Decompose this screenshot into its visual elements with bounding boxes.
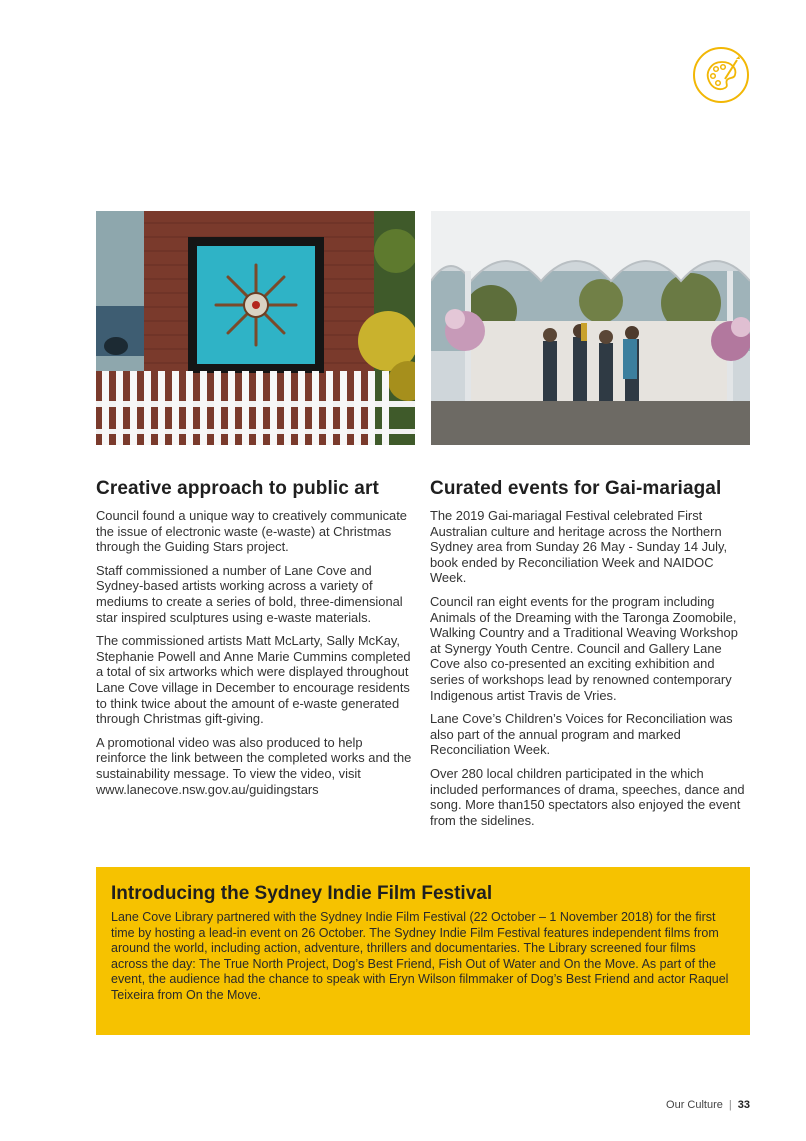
gai-mariagal-heading: Curated events for Gai-mariagal (430, 478, 722, 499)
public-art-paragraph: Council found a unique way to creatively communicate the issue of electronic waste (e-waste) at Christmas through the Guiding Stars project. (96, 508, 407, 555)
gai-mariagal-paragraph: The 2019 Gai-mariagal Festival celebrated First Australian culture and heritage across the Northern Sydney area from Sunday 26 May - Sunday 14 July, book ended by Reconciliation Week and NAIDOC Week. (430, 508, 728, 586)
page-footer (666, 1099, 750, 1111)
page-number: 33 (737, 1099, 750, 1111)
film-festival-callout (96, 867, 750, 1035)
footer-separator: | (728, 1099, 732, 1111)
guiding-stars-artwork-photo (96, 211, 415, 445)
film-festival-heading: Introducing the Sydney Indie Film Festival (111, 883, 493, 904)
gai-mariagal-paragraph: Lane Cove’s Children’s Voices for Reconciliation was also part of the annual program and marked Reconciliation Week. (430, 711, 733, 758)
gai-mariagal-festival-photo (431, 211, 750, 445)
footer-section-label: Our Culture (666, 1099, 723, 1111)
public-art-paragraph: Staff commissioned a number of Lane Cove and Sydney-based artists working across a variety of mediums to create a series of bold, three-dimensional star inspired sculptures using e-waste materials. (96, 562, 403, 625)
public-art-paragraph: The commissioned artists Matt McLarty, Sally McKay, Stephanie Powell and Anne Marie Cummins completed a total of six artworks which were displayed throughout Lane Cove village in December to encourage residents to think twice about the amount of e-waste generated through Christmas gift-giving. (96, 633, 411, 727)
public-art-heading: Creative approach to public art (96, 478, 379, 499)
gai-mariagal-paragraph: Council ran eight events for the program including Animals of the Dreaming with the Taronga Zoomobile, Walking Country and a Traditional Weaving Workshop at Synergy Youth Centre. Council and Gallery Lane Cove also co-presented an exciting exhibition and series of workshops lead by renowned contemporary Indigenous artist Travis de Vries. (430, 593, 738, 703)
gai-mariagal-paragraph: Over 280 local children participated in the which included performances of drama, speeches, dance and song. More than150 spectators also enjoyed the event from the sidelines. (430, 765, 745, 828)
public-art-paragraph: A promotional video was also produced to help reinforce the link between the completed works and the sustainability message. To view the video, visit www.lanecove.nsw.gov.au/guidingstars (96, 734, 412, 797)
gai-mariagal-section (430, 478, 750, 836)
film-festival-body: Lane Cove Library partnered with the Sydney Indie Film Festival (22 October – 1 November 2018) for the first time by hosting a lead-in event on 26 October. The Sydney Indie Film Festival features independent films from around the world, including action, adventure, thrillers and documentaries. The Library screened four films across the day: The True North Project, Dog’s Best Friend, Fish Out of Water and On the Move. As part of the event, the audience had the chance to speak with Eryn Wilson filmmaker of Dog’s Best Friend and actor Raquel Teixeira from On the Move. (111, 910, 729, 1002)
public-art-section (96, 478, 416, 805)
palette-icon (692, 46, 750, 104)
